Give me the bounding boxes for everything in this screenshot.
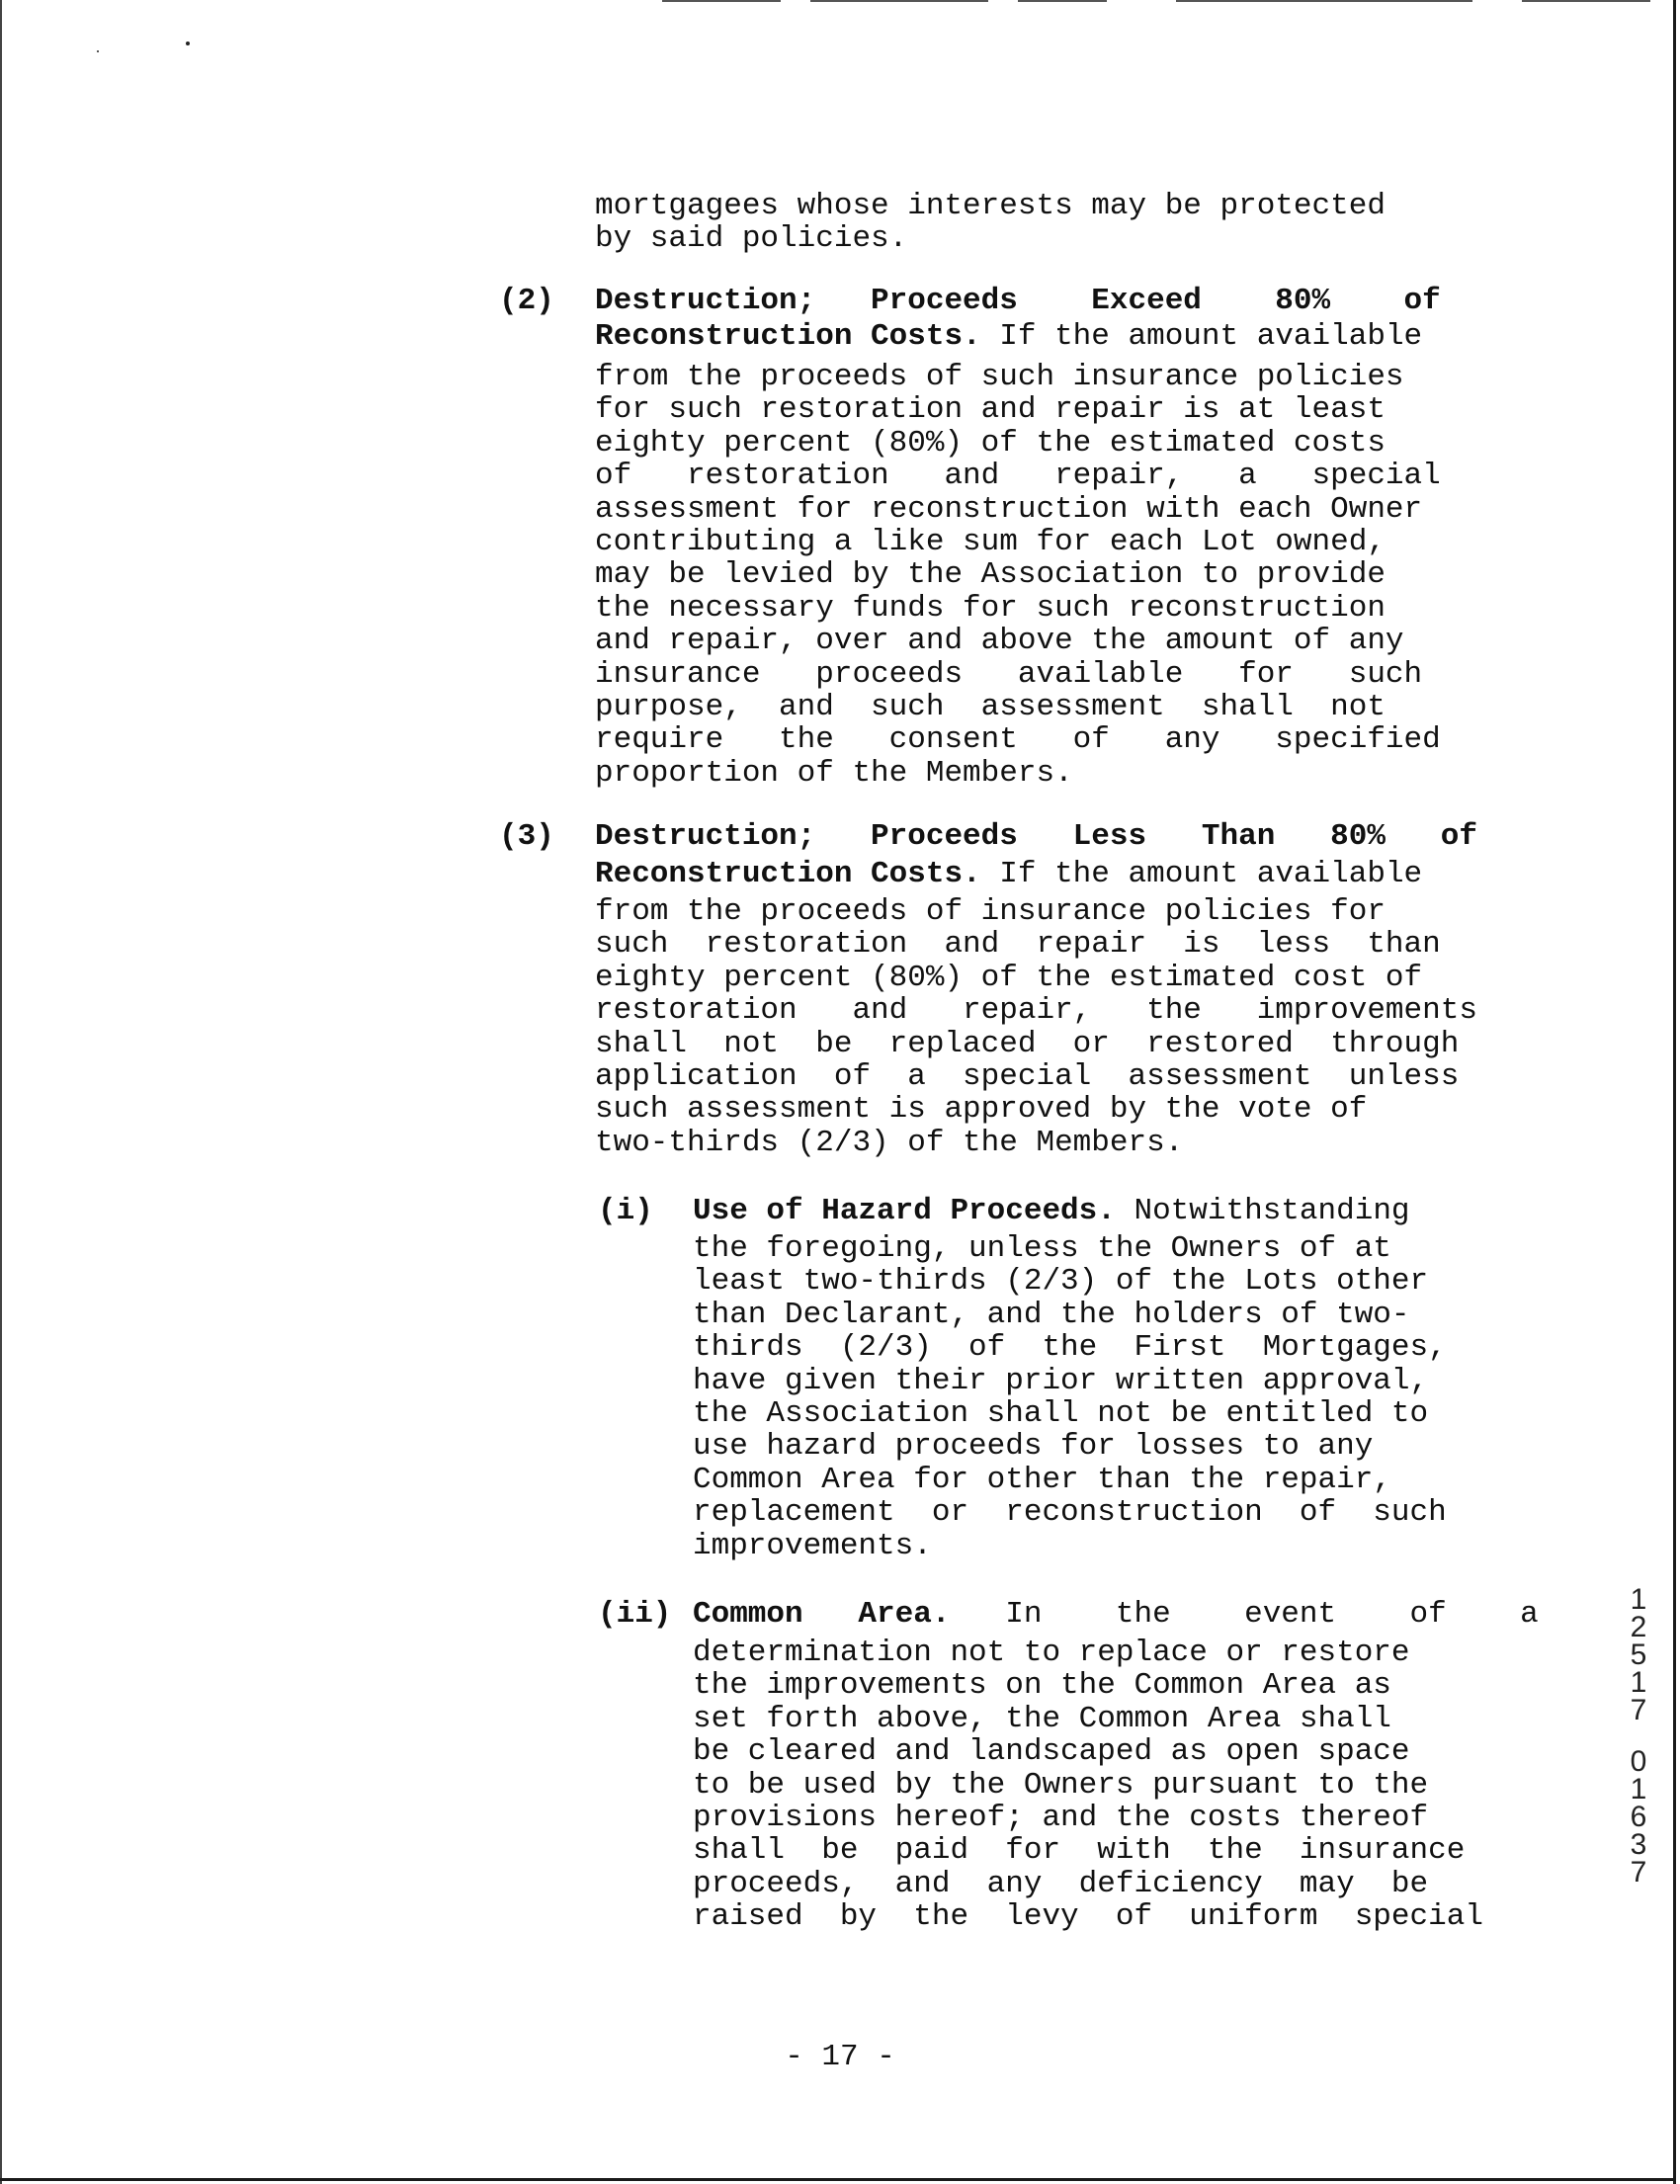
text-line: provisions hereof; and the costs thereof	[693, 1801, 1429, 1836]
scan-speck	[97, 50, 99, 52]
text-line: require the consent of any specified	[595, 722, 1441, 758]
subsection-ii-heading: Common Area.	[693, 1597, 951, 1632]
text-line: use hazard proceeds for losses to any	[693, 1429, 1374, 1465]
page-edge-bottom	[0, 2178, 1676, 2181]
stamp-glyph: 7	[1630, 1694, 1647, 1726]
stamp-glyph: 7	[1630, 1856, 1647, 1889]
text-line: two-thirds (2/3) of the Members.	[595, 1125, 1184, 1160]
section-2-heading-line2	[595, 320, 1422, 353]
text-line: Common Area for other than the repair,	[693, 1462, 1391, 1497]
stamp-glyph: 3	[1630, 1828, 1647, 1861]
text-line: from the proceeds of such insurance policies	[595, 360, 1404, 394]
text-line: restoration and repair, the improvements	[595, 993, 1477, 1029]
text-line: the foregoing, unless the Owners of at	[693, 1231, 1391, 1266]
subsection-ii-heading-line	[693, 1598, 1539, 1631]
stamp-glyph: 1	[1630, 1583, 1647, 1616]
text-line: by said policies.	[595, 221, 908, 257]
stamp-glyph: 1	[1630, 1773, 1647, 1806]
text-line: the improvements on the Common Area as	[693, 1668, 1391, 1704]
stamp-glyph: 6	[1630, 1801, 1647, 1833]
stamp-glyph: 1	[1630, 1666, 1647, 1699]
text-line: replacement or reconstruction of such	[693, 1495, 1447, 1531]
document-number-stamp	[1619, 1583, 1658, 1890]
section-3-label: (3)	[499, 819, 554, 854]
text-line: to be used by the Owners pursuant to the	[693, 1767, 1429, 1803]
text-line: assessment for reconstruction with each Owner	[595, 491, 1423, 527]
text-line: from the proceeds of insurance policies for	[595, 894, 1386, 929]
page-number: - 17 -	[785, 2040, 895, 2074]
section-2-heading: Destruction; Proceeds Exceed 80% of	[595, 284, 1441, 318]
subsection-ii-label: (ii)	[598, 1597, 672, 1632]
text-line: the necessary funds for such reconstruction	[595, 590, 1386, 626]
text-line: improvements.	[693, 1528, 932, 1563]
section-2-heading-text: Reconstruction Costs.	[595, 319, 981, 354]
section-3-heading: Destruction; Proceeds Less Than 80% of	[595, 819, 1477, 854]
text-line: thirds (2/3) of the First Mortgages,	[693, 1330, 1447, 1366]
text-line: than Declarant, and the holders of two-	[693, 1297, 1410, 1332]
text-line: have given their prior written approval,	[693, 1363, 1429, 1398]
text-line: proceeds, and any deficiency may be	[693, 1866, 1429, 1901]
section-2-body	[595, 361, 1441, 790]
subsection-i-label: (i)	[598, 1194, 653, 1228]
subsection-i-heading: Use of Hazard Proceeds.	[693, 1194, 1116, 1228]
text-line: eighty percent (80%) of the estimated costs	[595, 425, 1386, 461]
text-line: raised by the levy of uniform special	[693, 1899, 1483, 1935]
text-line: such assessment is approved by the vote of	[595, 1092, 1368, 1128]
page-edge-left	[0, 0, 2, 2184]
text-line: set forth above, the Common Area shall	[693, 1701, 1391, 1736]
stamp-glyph: 5	[1630, 1638, 1647, 1671]
subsection-i-heading-line	[693, 1195, 1410, 1227]
section-3-heading-text: Reconstruction Costs.	[595, 857, 981, 891]
text-line: such restoration and repair is less than	[595, 927, 1441, 963]
stamp-glyph: 0	[1630, 1745, 1647, 1778]
subsection-ii-body	[693, 1637, 1483, 1934]
text-line: contributing a like sum for each Lot owned,	[595, 525, 1386, 560]
intro-paragraph	[595, 190, 1386, 256]
section-3-heading-tail: If the amount available	[980, 857, 1423, 891]
subsection-ii-heading-tail: In the event of a	[950, 1597, 1539, 1632]
text-line: the Association shall not be entitled to	[693, 1396, 1429, 1432]
section-2-label: (2)	[499, 284, 554, 318]
text-line: application of a special assessment unless	[595, 1059, 1460, 1095]
section-2-heading-tail: If the amount available	[980, 319, 1423, 354]
text-line: proportion of the Members.	[595, 755, 1073, 791]
subsection-i-heading-tail: Notwithstanding	[1115, 1194, 1410, 1228]
page-edge-right	[1673, 0, 1676, 2184]
text-line: mortgagees whose interests may be protected	[595, 189, 1386, 223]
section-3-heading-line2	[595, 858, 1422, 890]
stamp-glyph: 2	[1630, 1611, 1647, 1643]
text-line: may be levied by the Association to provide	[595, 557, 1386, 593]
text-line: insurance proceeds available for such	[595, 656, 1423, 692]
subsection-i-body	[693, 1232, 1447, 1562]
text-line: of restoration and repair, a special	[595, 459, 1441, 494]
section-3-body	[595, 895, 1477, 1159]
text-line: and repair, over and above the amount of any	[595, 624, 1404, 659]
text-line: purpose, and such assessment shall not	[595, 690, 1386, 725]
scan-speck	[186, 42, 190, 45]
text-line: least two-thirds (2/3) of the Lots other	[693, 1264, 1429, 1300]
text-line: shall be paid for with the insurance	[693, 1833, 1466, 1869]
text-line: be cleared and landscaped as open space	[693, 1734, 1410, 1770]
text-line: determination not to replace or restore	[693, 1636, 1410, 1670]
text-line: shall not be replaced or restored through	[595, 1026, 1460, 1061]
text-line: for such restoration and repair is at least	[595, 392, 1386, 428]
text-line: eighty percent (80%) of the estimated cost of	[595, 960, 1423, 995]
scan-marks-top	[662, 0, 1680, 3]
